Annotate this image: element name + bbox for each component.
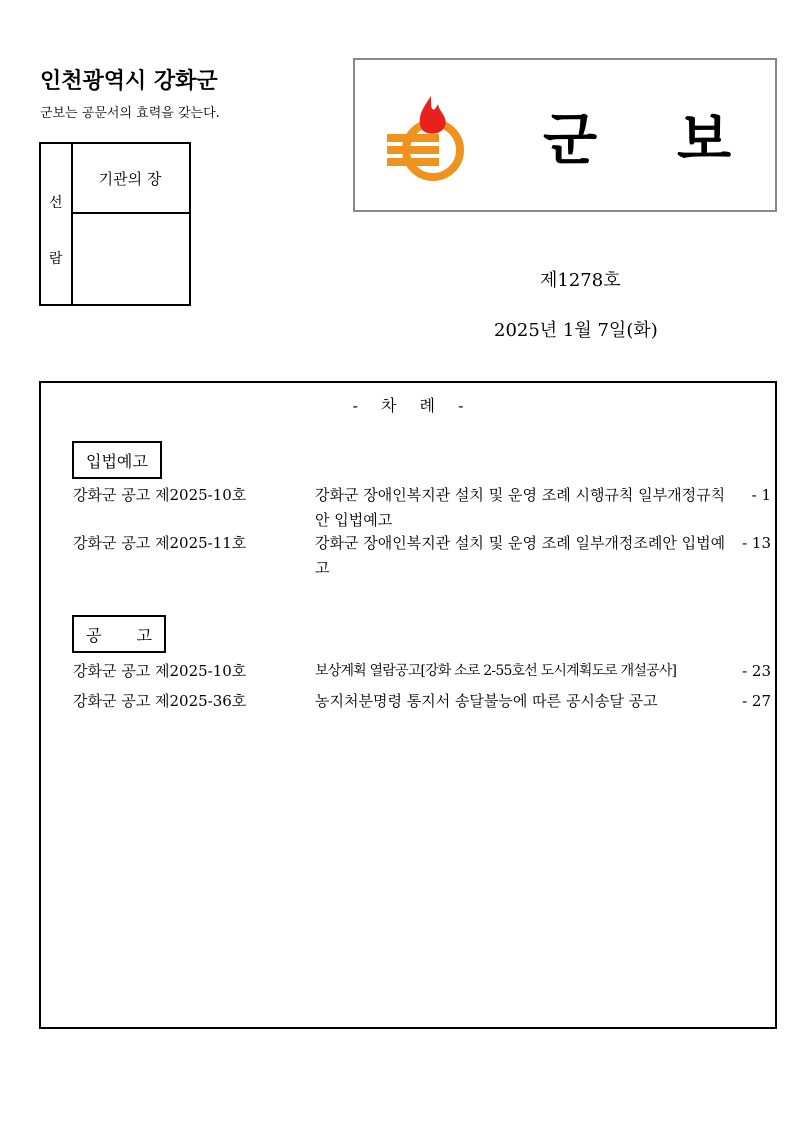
toc-title: - 차 례 - (352, 396, 464, 415)
section-label: 공 고 (72, 615, 166, 653)
side-label: 선 (49, 195, 63, 211)
subtitle: 군보는 공문서의 효력을 갖는다. (40, 106, 220, 121)
masthead (353, 58, 777, 212)
approval-box (39, 142, 191, 306)
entry-number: 강화군 공고 제2025-36호 (73, 692, 247, 710)
entry-page: - 27 (742, 692, 771, 710)
entry-page: - 13 (742, 534, 771, 552)
entry-number: 강화군 공고 제2025-10호 (73, 486, 247, 504)
issue-number: 제1278호 (540, 270, 621, 291)
entry-page: - 1 (751, 486, 771, 504)
masthead-title-1: 군 (543, 108, 598, 173)
issue-date: 2025년 1월 7일(화) (494, 320, 658, 341)
ganghwa-emblem-logo (383, 90, 473, 185)
entry-number: 강화군 공고 제2025-10호 (73, 662, 247, 680)
entry-title: 농지처분명령 통지서 송달불능에 따른 공시송달 공고 (315, 692, 658, 710)
section-label: 입법예고 (72, 441, 162, 479)
entry-number: 강화군 공고 제2025-11호 (73, 534, 247, 552)
entry-page: - 23 (742, 662, 771, 680)
side-label: 람 (49, 251, 63, 267)
organization-name: 인천광역시 강화군 (40, 69, 218, 94)
entry-title: 보상계획 열람공고[강화 소로 2-55호선 도시계획도로 개설공사] (315, 663, 677, 679)
entry-title: 강화군 장애인복지관 설치 및 운영 조례 시행규칙 일부개정규칙안 입법예고 (315, 486, 726, 529)
masthead-title-2: 보 (677, 108, 732, 173)
approval-side-column (41, 144, 73, 304)
entry-title: 강화군 장애인복지관 설치 및 운영 조례 일부개정조례안 입법예고 (315, 534, 726, 577)
table-of-contents (39, 381, 777, 1029)
approval-head-label: 기관의 장 (71, 144, 189, 214)
